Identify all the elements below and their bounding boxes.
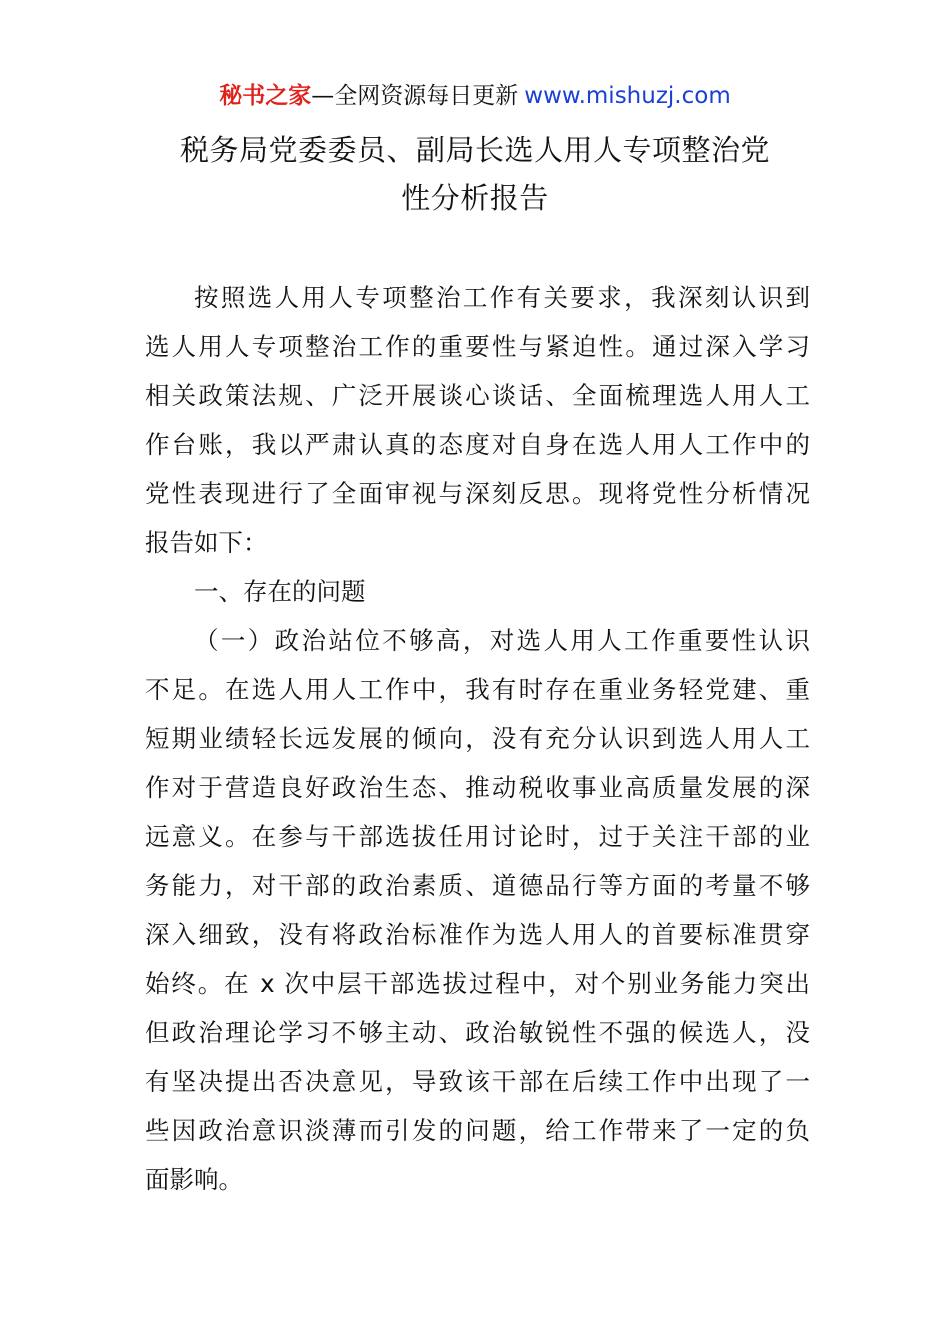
- body-line: 作台账，我以严肃认真的态度对自身在选人用人工作中的: [145, 430, 810, 459]
- body-line: 远意义。在参与干部选拔任用讨论时，过于关注干部的业: [145, 822, 810, 851]
- body-line: 始终。在 x 次中层干部选拔过程中，对个别业务能力突出: [145, 969, 810, 998]
- body-line: 不足。在选人用人工作中，我有时存在重业务轻党建、重: [145, 675, 810, 704]
- body-line: 党性表现进行了全面审视与深刻反思。现将党性分析情况: [145, 479, 810, 508]
- body-line: 短期业绩轻长远发展的倾向，没有充分认识到选人用人工: [145, 724, 810, 753]
- section-heading: 一、存在的问题: [194, 577, 366, 606]
- title-line-2: 性分析报告: [401, 181, 549, 215]
- body-line: 按照选人用人专项整治工作有关要求，我深刻认识到: [194, 283, 810, 312]
- body-line: 作对于营造良好政治生态、推动税收事业高质量发展的深: [145, 773, 810, 802]
- body-line: 深入细致，没有将政治标准作为选人用人的首要标准贯穿: [145, 920, 810, 949]
- site-url-link[interactable]: www.mishuzj.com: [524, 83, 731, 109]
- body-line: 但政治理论学习不够主动、政治敏锐性不强的候选人，没: [145, 1018, 810, 1047]
- body-line: 有坚决提出否决意见，导致该干部在后续工作中出现了一: [145, 1067, 810, 1096]
- body-line: 些因政治意识淡薄而引发的问题，给工作带来了一定的负: [145, 1116, 810, 1145]
- body-line: 选人用人专项整治工作的重要性与紧迫性。通过深入学习: [145, 332, 810, 361]
- body-line: 报告如下：: [145, 528, 268, 557]
- body-line: 务能力，对干部的政治素质、道德品行等方面的考量不够: [145, 871, 810, 900]
- site-header: [0, 80, 950, 112]
- body-line: 相关政策法规、广泛开展谈心谈话、全面梳理选人用人工: [145, 381, 810, 410]
- brand-name: 秘书之家: [219, 83, 312, 109]
- title-line-1: 税务局党委委员、副局长选人用人专项整治党: [179, 133, 770, 167]
- header-tagline: —全网资源每日更新: [311, 83, 519, 109]
- document-body: [145, 273, 810, 1204]
- document-title: [120, 126, 830, 222]
- body-line: （一）政治站位不够高，对选人用人工作重要性认识: [194, 626, 810, 655]
- body-line: 面影响。: [145, 1165, 243, 1194]
